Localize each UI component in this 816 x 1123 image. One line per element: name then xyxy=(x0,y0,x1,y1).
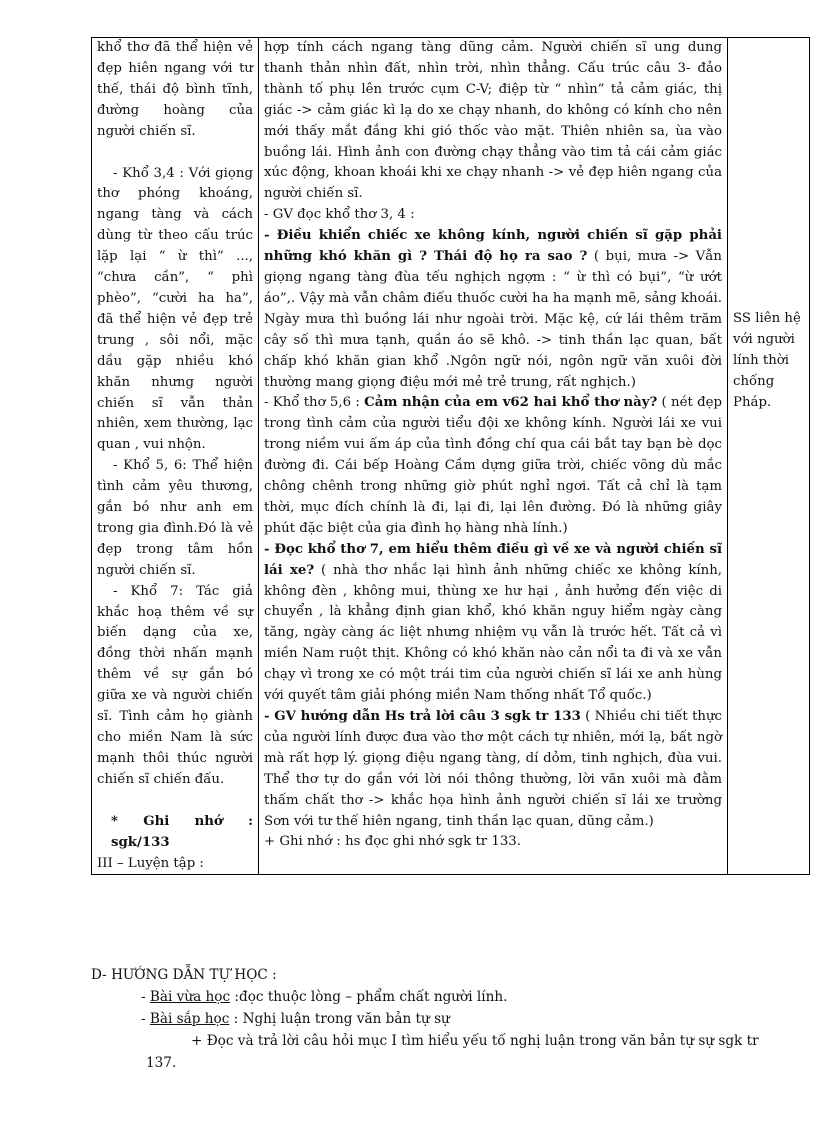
summary-para-4: - Khổ 7: Tác giả khắc hoạ thêm về sự biến dạng của xe, đồng thời nhấn mạnh thêm về sự gắn bó giữa xe và người chiến sĩ. Tình cảm họ giành cho miền Nam là sức mạnh thôi thúc người chiến sĩ chiến đấu. xyxy=(97,583,253,787)
list-item: - Bài vừa học :đọc thuộc lòng – phẩm chất người lính. xyxy=(141,989,508,1005)
item-text: :đọc thuộc lòng – phẩm chất người lính. xyxy=(230,989,508,1005)
answer-text: ( nét đẹp trong tình cảm của người tiểu đội xe không kính. Người lái xe vui trong niềm vui ấm áp của tình đồng chí qua cái bắt tay bạn bè dọc đường đi. Cái bếp Hoàng Cầm dựng giữa trời, chiếc võng dù mắc chông chênh trong những giờ phút nghỉ ngơi. Tất cả chỉ là tạm thời, mục đích chính là đi, lại đi, lại lên đường. Đó là những giây phút đặc biệt của gia đình họ hàng nhà lính.) xyxy=(264,395,722,536)
list-item: + Đọc và trả lời câu hỏi mục I tìm hiểu yếu tố nghị luận trong văn bản tự sự sgk tr xyxy=(191,1033,759,1049)
activity-para-7: + Ghi nhớ : hs đọc ghi nhớ sgk tr 133. xyxy=(264,834,521,850)
summary-para-2: - Khổ 3,4 : Với giọng thơ phóng khoáng, ngang tàng và cách dùng từ theo cấu trúc lặp lại “ ừ thì” ..., “chưa cần”, “ phì phèo”, “cười ha ha”, đã thể hiện vẻ đẹp trẻ trung , sôi nổi, mặc dầu gặp nhiều khó khăn nhưng người chiến sĩ vẫn thản nhiên, xem thường, lạc quan , vui nhộn. xyxy=(97,165,253,453)
spacer xyxy=(97,143,253,164)
item-label: Bài vừa học xyxy=(149,989,231,1005)
lesson-table xyxy=(91,37,810,875)
self-study-section xyxy=(91,964,776,1074)
list-item: - Bài sắp học : Nghị luận trong văn bản tự sự xyxy=(141,1011,450,1027)
question-text: - Điều khiển chiếc xe không kính, người chiến sĩ gặp phải những khó khăn gì ? Thái độ họ ra sao ? xyxy=(264,228,722,265)
activity-para-4 xyxy=(264,393,722,539)
item-label: Bài sắp học xyxy=(149,1011,230,1027)
activity-column xyxy=(259,38,728,875)
activity-para-3 xyxy=(264,226,722,393)
activity-para-2: - GV đọc khổ thơ 3, 4 : xyxy=(264,207,415,223)
answer-text: ( nhà thơ nhắc lại hình ảnh những chiếc xe không kính, không đèn , không mui, thùng xe hư hại , ảnh hưởng đến việc di chuyển , là khẳng định gian khổ, khó khăn nguy hiểm ngày càng tăng, ngày càng ác liệt nhưng nhiệm vụ vẫn là trước hết. Tất cả vì miền Nam ruột thịt. Không có khó khăn nào cản nổi ta đi và xe vẫn chạy vì trong xe có một trái tim của người chiến sĩ lái xe anh hùng với quyết tâm giải phóng miền Nam thống nhất Tổ quốc.) xyxy=(264,562,723,704)
activity-para-5 xyxy=(264,540,722,707)
table-row xyxy=(92,38,810,875)
answer-text: ( Nhiều chi tiết thực của người lính được đưa vào thơ một cách tự nhiên, mới lạ, bất ngờ mà rất hợp lý. giọng điệu ngang tàng, dí dỏm, tinh nghịch, đùa vui. Thể thơ tự do gần với lời nói thông thường, lời văn xuôi mà đằm thấm chất thơ -> khắc họa hình ảnh người chiến sĩ lái xe trường Sơn với tư thế hiên ngang, tinh thần lạc quan, dũng cảm.) xyxy=(264,709,722,829)
item-text: : Nghị luận trong văn bản tự sự xyxy=(229,1011,450,1027)
list-item-continued: 137. xyxy=(146,1055,177,1071)
activity-para-1: hợp tính cách ngang tàng dũng cảm. Người chiến sĩ ung dung thanh thản nhìn đất, nhìn trời, nhìn thẳng. Cấu trúc câu 3- đảo thành tố phụ lên trước cụm C-V; điệp từ “ nhìn” tả cảm giác, thị giác -> cảm giác kì lạ do xe chạy nhanh, do không có kính cho nên mới thấy mắt đắng khi gió thốc vào mặt. Thiên nhiên sa, ùa vào buồng lái. Hình ảnh con đường chạy thẳng vào tim tả cái cảm giác xúc động, khoan khoái khi xe chạy nhanh -> vẻ đẹp hiên ngang của người chiến sĩ. xyxy=(264,40,722,202)
summary-memo: * Ghi nhớ : sgk/133 xyxy=(111,813,253,850)
question-text: - GV hướng dẫn Hs trả lời câu 3 sgk tr 133 xyxy=(264,709,581,724)
question-text: - Đọc khổ thơ 7, em hiểu thêm điều gì về xe và người chiến sĩ lái xe? xyxy=(264,541,722,578)
summary-para-3: - Khổ 5, 6: Thể hiện tình cảm yêu thương, gắn bó như anh em trong gia đình.Đó là vẻ đẹp trong tâm hồn người chiến sĩ. xyxy=(97,458,253,578)
summary-para-1: khổ thơ đã thể hiện vẻ đẹp hiên ngang với tư thế, thái độ bình tĩnh, đường hoàng của người chiến sĩ. xyxy=(97,40,253,139)
summary-column xyxy=(92,38,259,875)
spacer xyxy=(733,38,804,309)
lead-text: - Khổ thơ 5,6 : xyxy=(264,395,365,411)
answer-text: ( bụi, mưa -> Vẫn giọng ngang tàng đùa tếu nghịch ngợm : “ ừ thì có bụi”, “ừ ướt áo”,. Vậy mà vẫn châm điếu thuốc cười ha ha mạnh mẽ, sảng khoái. Ngày mưa thì buồng lái như ngoài trời. Mặc kệ, cứ lái thêm trăm cây số thì mưa tạnh, quần áo sẽ khô. -> tinh thần lạc quan, bất chấp khó khăn gian khổ .Ngôn ngữ nói, ngôn ngữ văn xuôi đời thường mang giọng điệu mới mẻ trẻ trung, rất nghịch.) xyxy=(264,249,722,390)
section-heading: D- HƯỚNG DẪN TỰ HỌC : xyxy=(91,967,277,983)
spacer xyxy=(97,791,253,812)
notes-text: SS liên hệ với người lính thời chống Pháp. xyxy=(733,311,801,410)
activity-para-6 xyxy=(264,707,722,832)
question-text: Cảm nhận của em v62 hai khổ thơ này? xyxy=(364,395,658,411)
summary-practice: III – Luyện tập : xyxy=(97,855,204,871)
notes-column xyxy=(728,38,810,875)
